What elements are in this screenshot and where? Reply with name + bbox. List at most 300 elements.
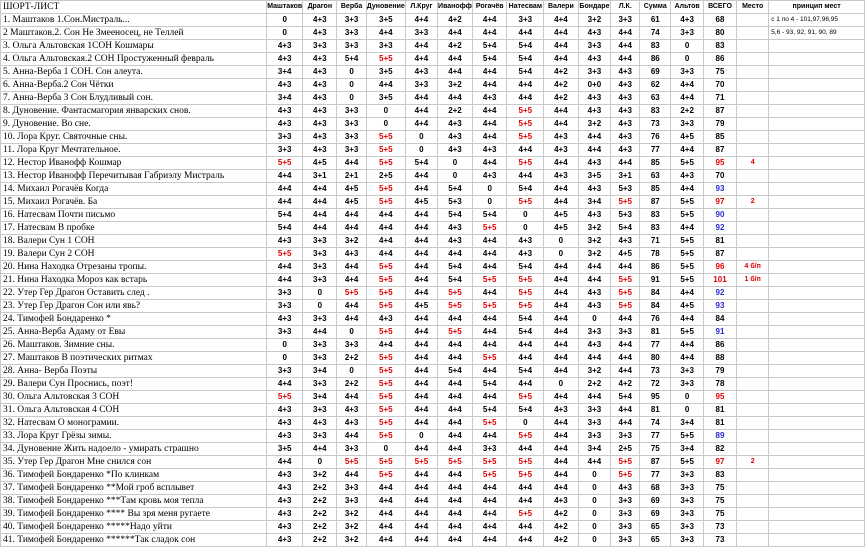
score-cell: 81 xyxy=(640,404,671,417)
score-cell: 5+4 xyxy=(507,261,544,274)
score-cell: 4+4 xyxy=(671,222,703,235)
score-cell: 3+2 xyxy=(303,469,337,482)
score-cell: 4+4 xyxy=(544,443,578,456)
place-cell xyxy=(737,482,769,495)
score-cell: 4+4 xyxy=(366,534,405,547)
col-header: Валери xyxy=(544,1,578,14)
score-cell: 5+5 xyxy=(366,157,405,170)
score-cell: 4+4 xyxy=(472,495,506,508)
score-cell: 4+3 xyxy=(267,79,303,92)
score-cell: 91 xyxy=(640,274,671,287)
score-cell: 68 xyxy=(703,14,736,27)
score-cell: 5+5 xyxy=(472,222,506,235)
score-cell: 0 xyxy=(405,144,437,157)
score-cell: 5+5 xyxy=(611,274,640,287)
score-cell: 4+3 xyxy=(337,417,366,430)
table-row xyxy=(1,274,865,287)
place-cell xyxy=(737,417,769,430)
score-cell: 5+3 xyxy=(611,183,640,196)
score-cell: 4+4 xyxy=(405,209,437,222)
place-cell xyxy=(737,352,769,365)
table-row xyxy=(1,339,865,352)
score-cell: 4+3 xyxy=(578,300,611,313)
score-cell: 4+4 xyxy=(303,443,337,456)
place-cell xyxy=(737,313,769,326)
score-cell: 0 xyxy=(366,443,405,456)
score-cell: 3+3 xyxy=(671,495,703,508)
score-cell: 87 xyxy=(703,105,736,118)
score-cell: 97 xyxy=(703,456,736,469)
entry-name: 27. Маштаков В поэтических ритмах xyxy=(1,352,267,365)
score-cell: 4+3 xyxy=(611,79,640,92)
score-cell: 87 xyxy=(640,456,671,469)
score-cell: 4+4 xyxy=(544,469,578,482)
place-cell xyxy=(737,495,769,508)
score-cell: 4+4 xyxy=(544,391,578,404)
score-cell: 0 xyxy=(337,92,366,105)
score-cell: 4+3 xyxy=(507,248,544,261)
table-row xyxy=(1,27,865,40)
score-cell: 4+3 xyxy=(303,14,337,27)
score-cell: 4+4 xyxy=(544,183,578,196)
score-cell: 5+5 xyxy=(671,209,703,222)
score-cell: 4+3 xyxy=(267,495,303,508)
table-row xyxy=(1,183,865,196)
score-cell: 4+4 xyxy=(405,118,437,131)
score-cell: 70 xyxy=(703,170,736,183)
principle-note xyxy=(769,326,865,339)
score-cell: 75 xyxy=(703,508,736,521)
score-cell: 0 xyxy=(578,482,611,495)
score-cell: 3+5 xyxy=(267,443,303,456)
score-cell: 4+4 xyxy=(366,482,405,495)
score-cell: 3+3 xyxy=(507,14,544,27)
score-cell: 82 xyxy=(703,443,736,456)
score-cell: 2+2 xyxy=(303,495,337,508)
score-cell: 0 xyxy=(578,313,611,326)
score-cell: 0 xyxy=(267,14,303,27)
score-cell: 3+3 xyxy=(337,339,366,352)
score-cell: 4+4 xyxy=(544,352,578,365)
score-cell: 3+3 xyxy=(578,417,611,430)
score-cell: 4+5 xyxy=(544,209,578,222)
score-cell: 80 xyxy=(640,352,671,365)
score-cell: 2+2 xyxy=(578,378,611,391)
score-cell: 4+4 xyxy=(472,482,506,495)
score-cell: 97 xyxy=(703,196,736,209)
score-cell: 4+3 xyxy=(267,521,303,534)
score-cell: 4+4 xyxy=(544,430,578,443)
score-cell: 4+3 xyxy=(437,131,472,144)
score-cell: 4+3 xyxy=(671,14,703,27)
score-cell: 4+4 xyxy=(472,391,506,404)
score-cell: 5+3 xyxy=(437,196,472,209)
score-cell: 0 xyxy=(303,287,337,300)
score-cell: 4+4 xyxy=(472,508,506,521)
score-cell: 4+4 xyxy=(337,391,366,404)
score-cell: 4+4 xyxy=(611,27,640,40)
score-cell: 4+3 xyxy=(437,235,472,248)
score-cell: 4+4 xyxy=(337,469,366,482)
score-cell: 4+4 xyxy=(544,365,578,378)
score-cell: 4+2 xyxy=(611,378,640,391)
score-cell: 5+4 xyxy=(437,365,472,378)
score-cell: 3+3 xyxy=(671,469,703,482)
sheet-title: ШОРТ-ЛИСТ xyxy=(1,1,267,14)
score-cell: 4+4 xyxy=(405,521,437,534)
place-cell xyxy=(737,27,769,40)
score-cell: 4+4 xyxy=(303,196,337,209)
score-cell: 4+4 xyxy=(366,235,405,248)
score-cell: 4+3 xyxy=(578,157,611,170)
score-cell: 73 xyxy=(640,118,671,131)
place-cell xyxy=(737,430,769,443)
score-cell: 3+3 xyxy=(578,40,611,53)
score-cell: 2+2 xyxy=(303,521,337,534)
score-cell: 4+4 xyxy=(507,495,544,508)
place-cell xyxy=(737,209,769,222)
score-cell: 3+3 xyxy=(303,313,337,326)
score-cell: 3+3 xyxy=(303,248,337,261)
score-cell: 4+4 xyxy=(544,417,578,430)
principle-note xyxy=(769,352,865,365)
principle-note xyxy=(769,170,865,183)
score-cell: 3+3 xyxy=(337,14,366,27)
score-cell: 4+4 xyxy=(437,443,472,456)
principle-note xyxy=(769,456,865,469)
place-cell xyxy=(737,79,769,92)
score-cell: 4+4 xyxy=(544,313,578,326)
score-cell: 73 xyxy=(640,365,671,378)
score-cell: 0 xyxy=(437,170,472,183)
score-cell: 4+5 xyxy=(405,300,437,313)
score-cell: 4+3 xyxy=(578,209,611,222)
score-cell: 5+4 xyxy=(472,40,506,53)
score-cell: 4+4 xyxy=(437,495,472,508)
place-cell xyxy=(737,287,769,300)
score-cell: 4+4 xyxy=(544,287,578,300)
score-cell: 87 xyxy=(703,248,736,261)
score-cell: 3+4 xyxy=(671,443,703,456)
principle-note xyxy=(769,118,865,131)
score-cell: 4+4 xyxy=(337,274,366,287)
score-cell: 5+5 xyxy=(267,157,303,170)
score-cell: 86 xyxy=(703,53,736,66)
score-cell: 5+4 xyxy=(507,53,544,66)
principle-note xyxy=(769,300,865,313)
table-row xyxy=(1,365,865,378)
score-cell: 74 xyxy=(640,417,671,430)
entry-name: 7. Анна-Верба 3 Сон Блудливый сон. xyxy=(1,92,267,105)
score-cell: 4+3 xyxy=(303,79,337,92)
score-cell: 4+4 xyxy=(437,53,472,66)
score-cell: 4+4 xyxy=(405,14,437,27)
score-cell: 5+5 xyxy=(507,287,544,300)
score-cell: 81 xyxy=(703,417,736,430)
score-cell: 4+4 xyxy=(405,248,437,261)
score-cell: 4+4 xyxy=(366,508,405,521)
score-cell: 4+2 xyxy=(544,79,578,92)
score-cell: 4+4 xyxy=(337,157,366,170)
score-cell: 0 xyxy=(671,404,703,417)
score-cell: 4+4 xyxy=(337,313,366,326)
score-cell: 83 xyxy=(640,40,671,53)
score-cell: 4+4 xyxy=(611,157,640,170)
place-cell xyxy=(737,183,769,196)
table-row xyxy=(1,79,865,92)
principle-note xyxy=(769,131,865,144)
score-cell: 4+4 xyxy=(337,261,366,274)
score-cell: 3+3 xyxy=(671,27,703,40)
score-cell: 3+3 xyxy=(303,339,337,352)
score-cell: 4+4 xyxy=(544,326,578,339)
score-cell: 3+3 xyxy=(267,365,303,378)
table-row xyxy=(1,92,865,105)
score-cell: 4+4 xyxy=(405,313,437,326)
score-cell: 4+4 xyxy=(337,300,366,313)
score-cell: 2+2 xyxy=(337,352,366,365)
table-row xyxy=(1,495,865,508)
score-cell: 77 xyxy=(640,430,671,443)
score-cell: 5+5 xyxy=(437,326,472,339)
score-cell: 4+3 xyxy=(437,222,472,235)
score-cell: 3+3 xyxy=(671,118,703,131)
score-cell: 0 xyxy=(578,469,611,482)
score-cell: 4+2 xyxy=(437,14,472,27)
score-cell: 83 xyxy=(640,209,671,222)
score-cell: 2+5 xyxy=(611,443,640,456)
score-cell: 5+5 xyxy=(437,300,472,313)
place-cell xyxy=(737,365,769,378)
score-cell: 5+5 xyxy=(366,144,405,157)
score-cell: 4+3 xyxy=(267,53,303,66)
score-cell: 5+5 xyxy=(437,456,472,469)
score-cell: 4+2 xyxy=(544,534,578,547)
score-cell: 5+5 xyxy=(366,196,405,209)
score-cell: 76 xyxy=(640,313,671,326)
score-cell: 85 xyxy=(640,183,671,196)
score-cell: 4+5 xyxy=(611,248,640,261)
score-cell: 3+3 xyxy=(578,430,611,443)
score-cell: 68 xyxy=(640,482,671,495)
score-cell: 2+2 xyxy=(303,534,337,547)
col-header: Л.Круг xyxy=(405,1,437,14)
score-cell: 0 xyxy=(267,339,303,352)
score-cell: 4+3 xyxy=(303,92,337,105)
score-cell: 79 xyxy=(703,365,736,378)
score-cell: 3+3 xyxy=(671,66,703,79)
score-cell: 73 xyxy=(703,521,736,534)
table-row xyxy=(1,300,865,313)
score-cell: 86 xyxy=(703,339,736,352)
score-cell: 0 xyxy=(578,521,611,534)
score-cell: 4+4 xyxy=(544,482,578,495)
col-header: Альтов xyxy=(671,1,703,14)
score-cell: 4+4 xyxy=(507,482,544,495)
score-cell: 4+3 xyxy=(578,339,611,352)
score-cell: 4+4 xyxy=(671,183,703,196)
score-cell: 0 xyxy=(507,209,544,222)
score-cell: 5+5 xyxy=(472,469,506,482)
entry-name: 9. Дуновение. Во сне. xyxy=(1,118,267,131)
table-row xyxy=(1,66,865,79)
score-cell: 2+1 xyxy=(337,170,366,183)
principle-note: 5,6 - 93, 92, 91, 90, 89 xyxy=(769,27,865,40)
score-cell: 3+2 xyxy=(578,222,611,235)
score-cell: 4+3 xyxy=(578,105,611,118)
score-cell: 75 xyxy=(703,66,736,79)
entry-name: 32. Натесвам О монограмии. xyxy=(1,417,267,430)
score-cell: 4+4 xyxy=(366,248,405,261)
score-cell: 4+4 xyxy=(437,430,472,443)
entry-name: 37. Тимофей Бондаренко **Мой гроб всплывет xyxy=(1,482,267,495)
score-cell: 4+4 xyxy=(267,170,303,183)
score-cell: 4+4 xyxy=(472,326,506,339)
score-cell: 90 xyxy=(703,209,736,222)
score-cell: 4+3 xyxy=(303,105,337,118)
table-row xyxy=(1,404,865,417)
score-cell: 4+4 xyxy=(437,482,472,495)
score-cell: 4+2 xyxy=(544,92,578,105)
score-cell: 69 xyxy=(640,495,671,508)
score-cell: 4+4 xyxy=(337,430,366,443)
score-cell: 2+2 xyxy=(303,482,337,495)
col-header: ВСЕГО xyxy=(703,1,736,14)
score-cell: 4+4 xyxy=(671,313,703,326)
score-cell: 4+3 xyxy=(303,131,337,144)
table-row xyxy=(1,456,865,469)
score-cell: 5+5 xyxy=(611,196,640,209)
score-cell: 3+3 xyxy=(337,131,366,144)
score-cell: 5+5 xyxy=(366,261,405,274)
score-cell: 4+5 xyxy=(337,196,366,209)
score-cell: 4+4 xyxy=(405,92,437,105)
principle-note xyxy=(769,287,865,300)
col-header: Рогачёв xyxy=(472,1,506,14)
score-cell: 3+3 xyxy=(303,235,337,248)
score-cell: 3+4 xyxy=(671,417,703,430)
score-cell: 4+4 xyxy=(405,53,437,66)
score-cell: 4+4 xyxy=(405,287,437,300)
score-cell: 5+4 xyxy=(267,209,303,222)
entry-name: 21. Нина Находка Мороз как встарь xyxy=(1,274,267,287)
score-cell: 4+4 xyxy=(611,53,640,66)
score-cell: 4+3 xyxy=(267,482,303,495)
score-cell: 4+4 xyxy=(472,313,506,326)
score-cell: 5+5 xyxy=(366,287,405,300)
score-cell: 4+4 xyxy=(472,235,506,248)
score-cell: 4+3 xyxy=(267,430,303,443)
table-row xyxy=(1,144,865,157)
table-row xyxy=(1,417,865,430)
principle-note xyxy=(769,261,865,274)
table-row xyxy=(1,14,865,27)
score-cell: 0 xyxy=(405,131,437,144)
score-cell: 5+5 xyxy=(366,469,405,482)
score-cell: 3+2 xyxy=(337,508,366,521)
score-cell: 5+5 xyxy=(671,261,703,274)
score-cell: 5+5 xyxy=(366,131,405,144)
score-cell: 4+4 xyxy=(437,521,472,534)
score-cell: 4+4 xyxy=(303,209,337,222)
score-cell: 93 xyxy=(703,300,736,313)
principle-note xyxy=(769,417,865,430)
score-cell: 4+3 xyxy=(611,105,640,118)
score-cell: 5+4 xyxy=(472,53,506,66)
score-cell: 3+3 xyxy=(578,326,611,339)
table-row xyxy=(1,209,865,222)
score-cell: 65 xyxy=(640,534,671,547)
score-cell: 63 xyxy=(640,92,671,105)
score-cell: 5+5 xyxy=(611,456,640,469)
score-cell: 3+4 xyxy=(303,391,337,404)
score-cell: 5+5 xyxy=(507,508,544,521)
score-cell: 3+3 xyxy=(671,482,703,495)
entry-name: 12. Нестор Иванофф Кошмар xyxy=(1,157,267,170)
entry-name: 16. Натесвам Почти письмо xyxy=(1,209,267,222)
score-cell: 4+4 xyxy=(437,534,472,547)
score-cell: 5+5 xyxy=(366,183,405,196)
score-cell: 89 xyxy=(703,430,736,443)
score-cell: 4+4 xyxy=(366,79,405,92)
score-cell: 95 xyxy=(703,391,736,404)
score-cell: 78 xyxy=(640,248,671,261)
score-cell: 78 xyxy=(703,378,736,391)
score-cell: 5+4 xyxy=(472,209,506,222)
score-cell: 4+3 xyxy=(611,144,640,157)
score-cell: 5+5 xyxy=(366,365,405,378)
score-cell: 3+3 xyxy=(671,365,703,378)
score-cell: 4+4 xyxy=(472,118,506,131)
place-cell xyxy=(737,40,769,53)
score-cell: 3+3 xyxy=(337,482,366,495)
score-cell: 5+5 xyxy=(472,274,506,287)
score-cell: 5+4 xyxy=(472,404,506,417)
score-cell: 4+4 xyxy=(437,417,472,430)
entry-name: 30. Ольга Альтовская 3 СОН xyxy=(1,391,267,404)
place-cell xyxy=(737,469,769,482)
col-header: Иванофф xyxy=(437,1,472,14)
score-cell: 72 xyxy=(640,378,671,391)
score-cell: 4+4 xyxy=(472,157,506,170)
table-row xyxy=(1,248,865,261)
score-cell: 4+3 xyxy=(337,248,366,261)
place-cell xyxy=(737,521,769,534)
score-cell: 3+5 xyxy=(366,92,405,105)
place-cell: 4 xyxy=(737,157,769,170)
score-cell: 4+4 xyxy=(437,508,472,521)
score-cell: 4+4 xyxy=(507,352,544,365)
score-cell: 4+4 xyxy=(472,248,506,261)
score-cell: 5+5 xyxy=(337,456,366,469)
score-cell: 4+5 xyxy=(671,131,703,144)
score-cell: 81 xyxy=(640,326,671,339)
place-cell xyxy=(737,66,769,79)
score-cell: 5+5 xyxy=(671,157,703,170)
score-cell: 75 xyxy=(703,482,736,495)
score-cell: 5+4 xyxy=(437,209,472,222)
score-cell: 3+2 xyxy=(578,118,611,131)
score-cell: 5+5 xyxy=(507,196,544,209)
score-cell: 74 xyxy=(640,27,671,40)
score-cell: 4+5 xyxy=(303,157,337,170)
score-cell: 4+4 xyxy=(578,261,611,274)
principle-note xyxy=(769,248,865,261)
score-cell: 96 xyxy=(703,261,736,274)
score-cell: 77 xyxy=(640,469,671,482)
principle-note xyxy=(769,66,865,79)
score-cell: 4+4 xyxy=(671,287,703,300)
